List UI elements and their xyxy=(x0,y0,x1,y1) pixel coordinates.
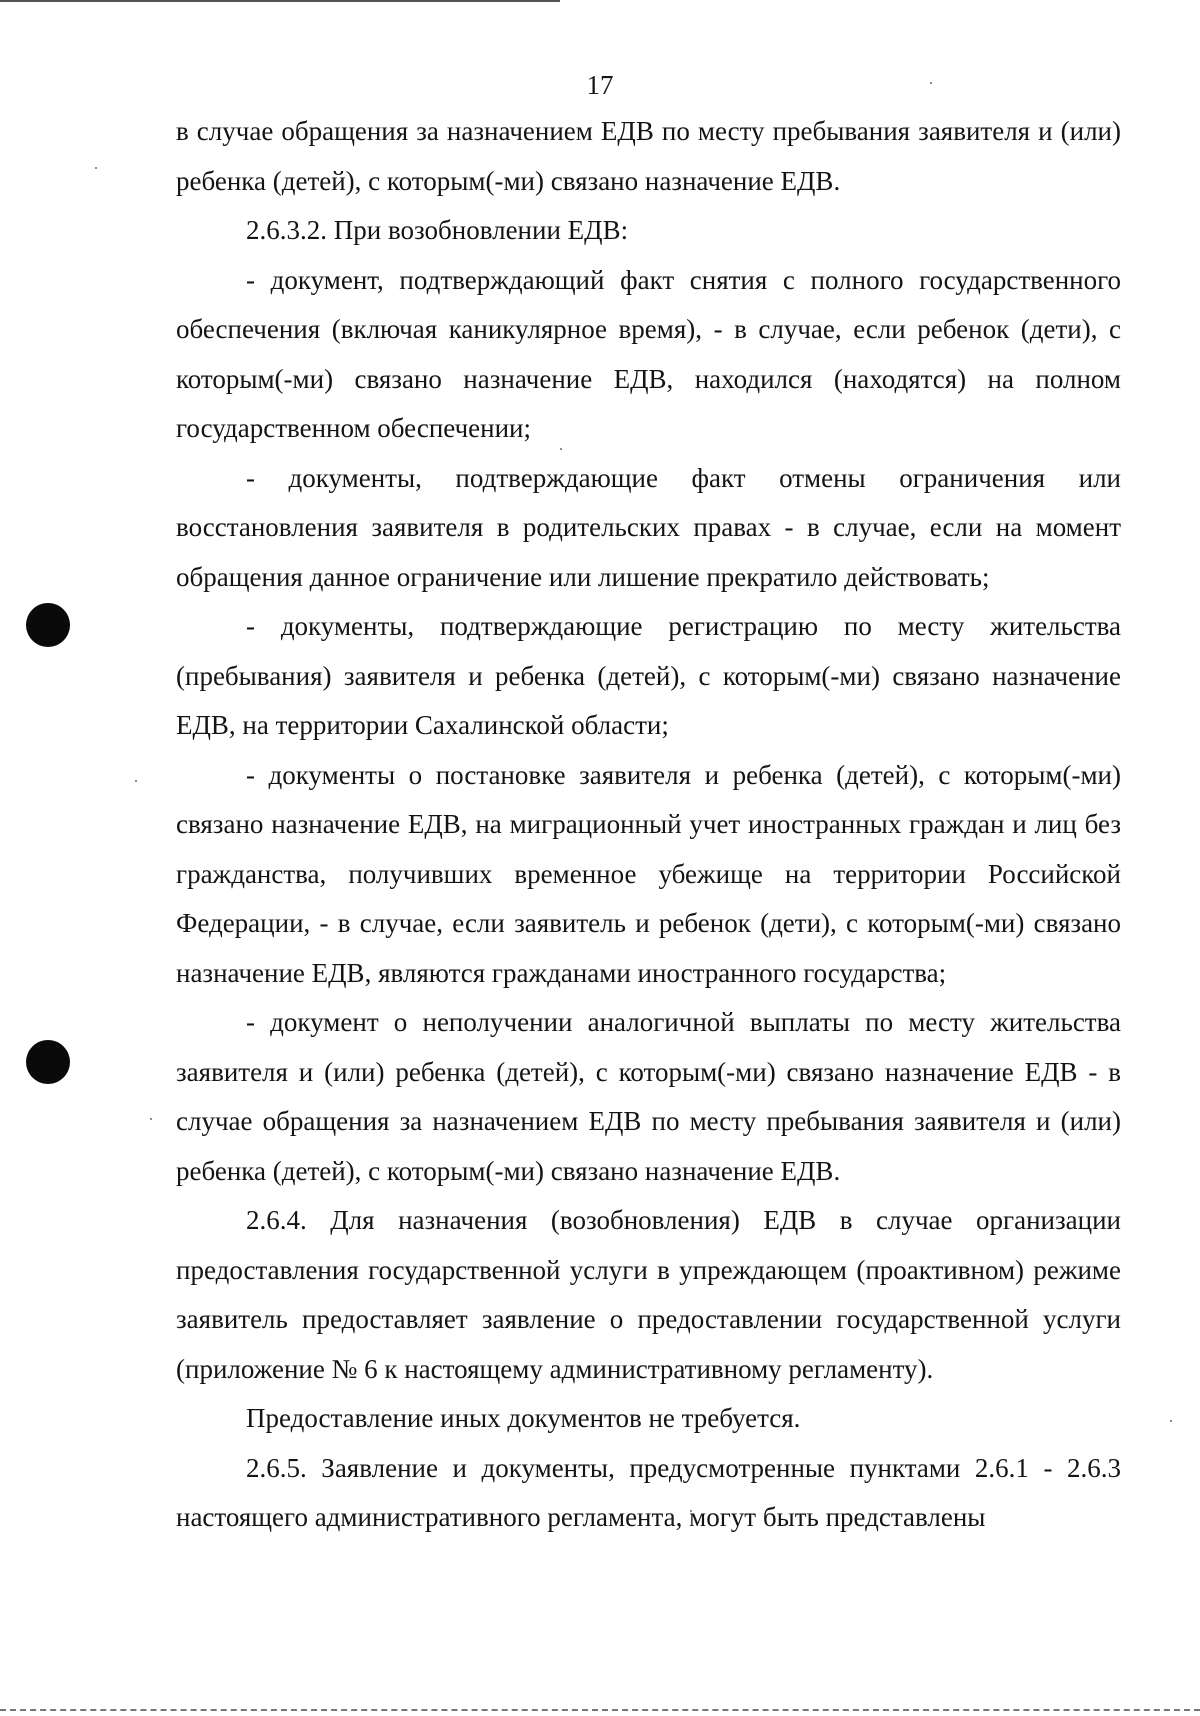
scan-speck xyxy=(95,167,97,169)
punch-hole xyxy=(26,1040,70,1084)
paragraph: 2.6.5. Заявление и документы, предусмотренные пунктами 2.6.1 - 2.6.3 настоящего административного регламента, могут быть представлены xyxy=(176,1452,1121,1532)
scan-speck xyxy=(135,780,137,782)
page-number: 17 xyxy=(586,70,614,100)
paragraph: - документы о постановке заявителя и ребенка (детей), с которым(-ми) связано назначение ЕДВ, на миграционный учет иностранных граждан и лиц без гражданства, получивших временное убежище на территории Российской Федерации, - в случае, если заявитель и ребенок (дети), с которым(-ми) связано назначение ЕДВ, являются гражданами иностранного государства; xyxy=(176,759,1121,988)
scan-edge-bottom xyxy=(0,1709,1200,1711)
paragraph: в случае обращения за назначением ЕДВ по месту пребывания заявителя и (или) ребенка (детей), с которым(-ми) связано назначение ЕДВ. xyxy=(176,116,1121,196)
paragraph: 2.6.4. Для назначения (возобновления) ЕДВ в случае организации предоставления государственной услуги в упреждающем (проактивном) режиме заявитель предоставляет заявление о предоставлении государственной услуги (приложение № 6 к настоящему административному регламенту). xyxy=(176,1205,1121,1384)
scan-speck xyxy=(150,1118,152,1120)
paragraph: - документ, подтверждающий факт снятия с полного государственного обеспечения (включая каникулярное время), - в случае, если ребенок (дети), с которым(-ми) связано назначение ЕДВ, находился (находятся) на полном государственном обеспечении; xyxy=(176,264,1121,443)
punch-hole xyxy=(26,603,70,647)
scan-speck xyxy=(1170,1420,1172,1422)
paragraph: - документы, подтверждающие факт отмены ограничения или восстановления заявителя в родительских правах - в случае, если на момент обращения данное ограничение или лишение прекратило действовать; xyxy=(176,462,1121,592)
paragraph: - документы, подтверждающие регистрацию по месту жительства (пребывания) заявителя и ребенка (детей), с которым(-ми) связано назначение ЕДВ, на территории Сахалинской области; xyxy=(176,611,1121,740)
paragraph: Предоставление иных документов не требуется. xyxy=(246,1403,801,1433)
scan-edge-top xyxy=(0,0,560,2)
paragraph: - документ о неполучении аналогичной выплаты по месту жительства заявителя и (или) ребенка (детей), с которым(-ми) связано назначение ЕДВ - в случае обращения за назначением ЕДВ по месту пребывания заявителя и (или) ребенка (детей), с которым(-ми) связано назначение ЕДВ. xyxy=(176,1007,1121,1186)
paragraph: 2.6.3.2. При возобновлении ЕДВ: xyxy=(246,215,629,245)
body-text xyxy=(176,107,1121,1543)
